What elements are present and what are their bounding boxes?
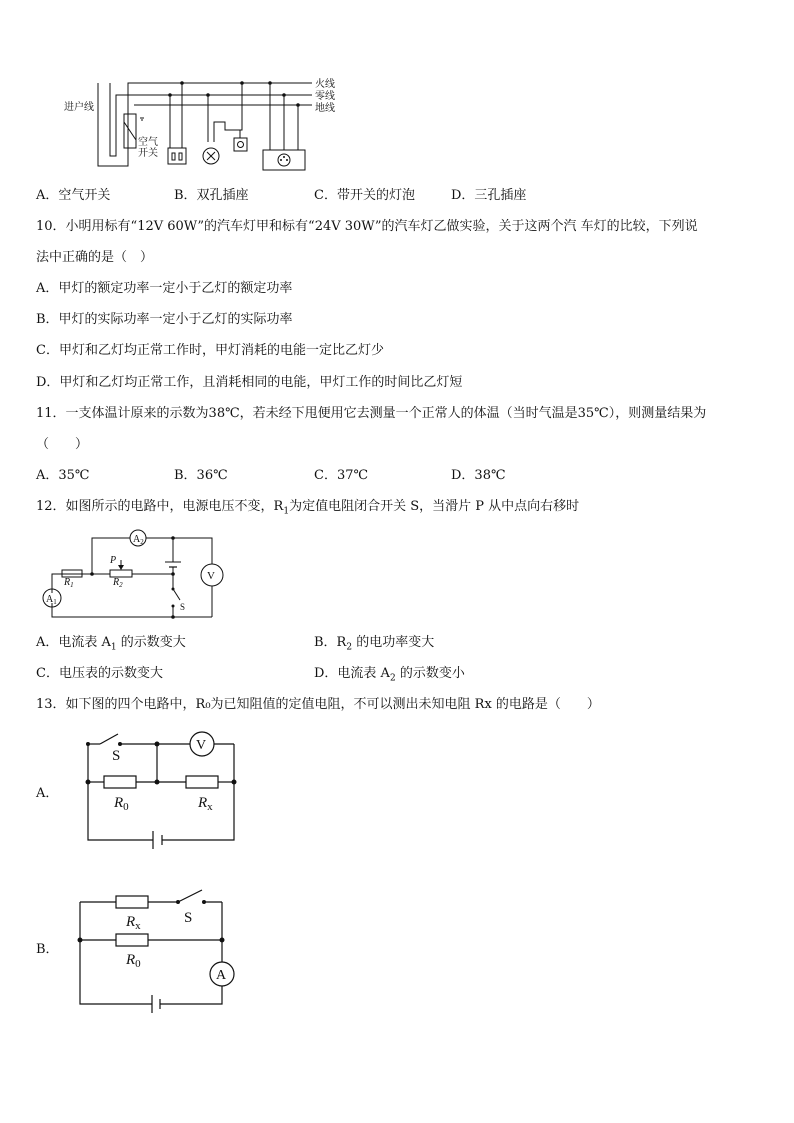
q11-stem-line-1: 11．一支体温计原来的示数为38℃，若未经下甩便用它去测量一个正常人的体温（当时气温是35℃），则测量结果为	[36, 406, 707, 421]
q13-b-r0: $R_0$	[126, 952, 141, 970]
q9-wiring-diagram	[60, 78, 360, 178]
q10-stem-line-2: 法中正确的是（ ）	[36, 250, 154, 265]
q10-stem-line-1: 10．小明用标有“12V 60W”的汽车灯甲和标有“24V 30W”的汽车灯乙做实验，关于这两个汽 车灯的比较，下列说	[36, 219, 698, 234]
q10-option-c: C．甲灯和乙灯均正常工作时，甲灯消耗的电能一定比乙灯少	[36, 343, 384, 358]
q12-option-b: B．$R_2$ 的电功率变大	[314, 635, 435, 653]
q9-option-d: D．三孔插座	[451, 188, 527, 203]
q13-b-switch: S	[184, 910, 193, 926]
q10-option-b: B．甲灯的实际功率一定小于乙灯的实际功率	[36, 312, 293, 327]
q11-option-c: C．37℃	[314, 468, 369, 483]
q11-stem-line-2: （ ）	[36, 437, 89, 452]
q12-ammeter-1: $A_1$	[46, 594, 57, 606]
q12-option-c: C．电压表的示数变大	[36, 666, 163, 681]
q13-a-r0: $R_0$	[114, 795, 129, 813]
q13-circuit-a	[80, 732, 240, 852]
q13-a-switch: S	[112, 748, 121, 764]
q12-switch-label: S	[180, 602, 186, 612]
q9-option-b: B．双孔插座	[174, 188, 249, 203]
q12-voltmeter: V	[207, 570, 215, 582]
q12-r2-label: $R_2$	[113, 577, 123, 589]
q12-circuit-diagram	[36, 524, 216, 624]
q9-label-live: 火线	[315, 79, 335, 90]
q12-slider-label: P	[110, 555, 117, 566]
q9-option-a: A．空气开关	[36, 188, 111, 203]
q9-label-neutral: 零线	[315, 91, 335, 102]
q13-circuit-b-label: B．	[36, 942, 59, 957]
q9-option-c: C．带开关的灯泡	[314, 188, 415, 203]
q13-b-rx: $R_x$	[126, 914, 141, 932]
q9-label-breaker-2: 开关	[138, 148, 158, 159]
q13-b-ammeter: A	[216, 968, 227, 983]
q13-stem: 13．如下图的四个电路中，R₀为已知阻值的定值电阻，不可以测出未知电阻 Rx 的电路是（ ）	[36, 697, 600, 712]
q11-option-d: D．38℃	[451, 468, 506, 483]
q13-circuit-b	[76, 884, 246, 1014]
q13-a-voltmeter: V	[196, 738, 207, 753]
q10-option-a: A．甲灯的额定功率一定小于乙灯的额定功率	[36, 281, 293, 296]
q13-a-rx: $R_x$	[198, 795, 213, 813]
q12-r1-label: $R_1$	[64, 577, 74, 589]
q9-label-incoming: 进户线	[64, 102, 94, 113]
q13-circuit-a-label: A．	[36, 786, 59, 801]
q12-option-a: A．电流表 $A_1$ 的示数变大	[36, 635, 186, 653]
q9-label-ground: 地线	[315, 103, 335, 114]
q9-label-breaker-1: 空气	[138, 137, 158, 148]
q12-ammeter-2: $A_2$	[133, 534, 144, 546]
q11-option-a: A．35℃	[36, 468, 90, 483]
q12-option-d: D．电流表 $A_2$ 的示数变小	[314, 666, 465, 684]
q11-option-b: B．36℃	[174, 468, 228, 483]
q10-option-d: D．甲灯和乙灯均正常工作，且消耗相同的电能，甲灯工作的时间比乙灯短	[36, 375, 463, 390]
q12-stem: 12．如图所示的电路中，电源电压不变，$R_1$为定值电阻闭合开关 S，当滑片 P 从中点向右移时	[36, 499, 580, 517]
